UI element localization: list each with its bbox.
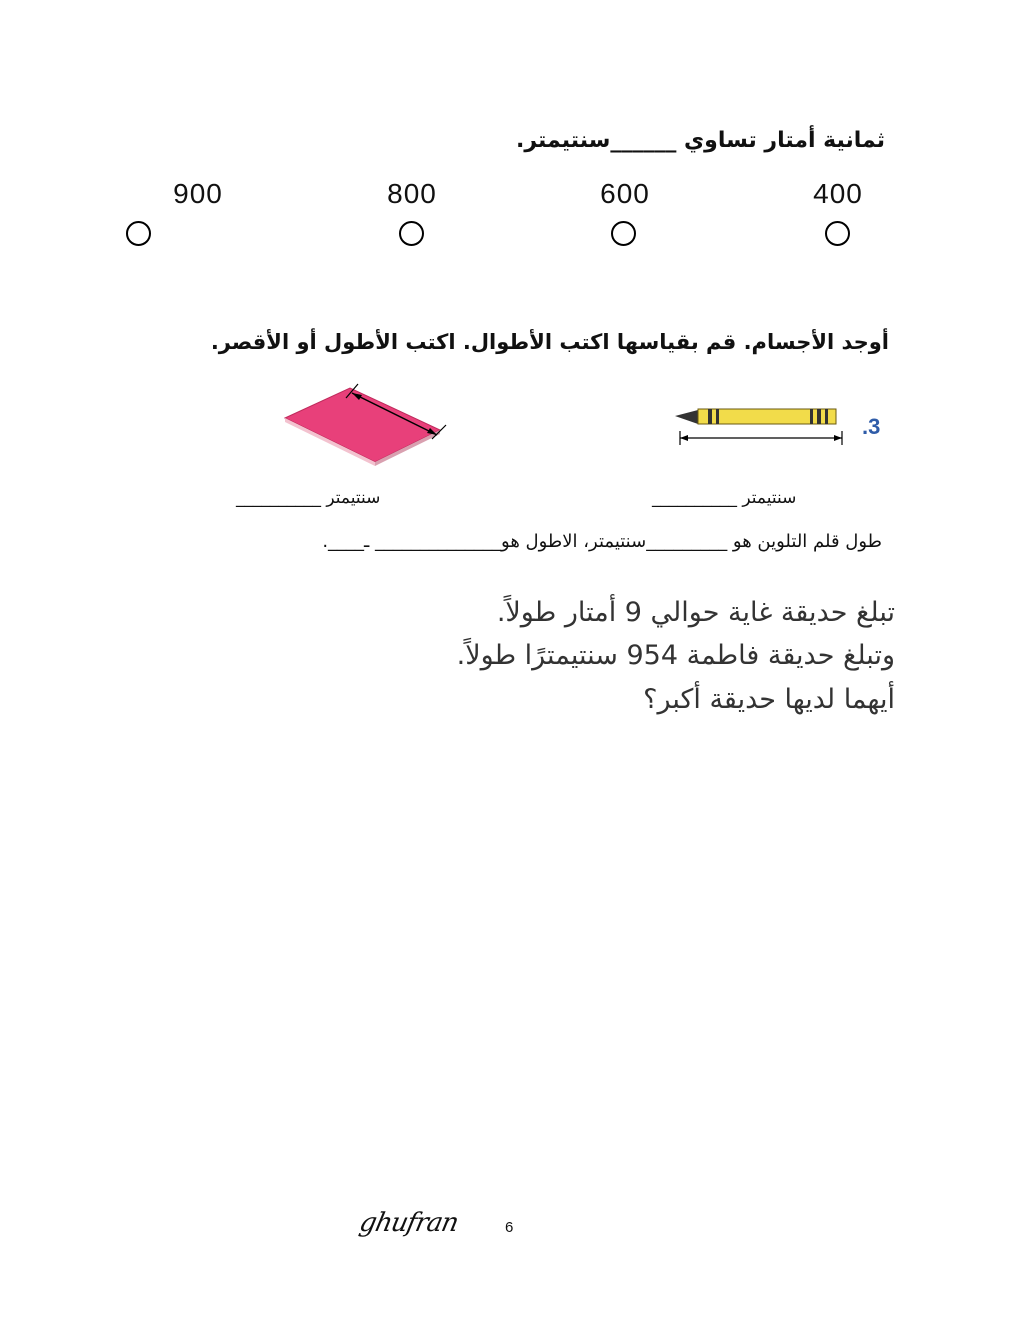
choice-400-label: 400	[813, 178, 863, 209]
crayon-length-answer[interactable]: سنتيمتر __________	[652, 488, 797, 508]
choice-400-radio[interactable]	[825, 221, 850, 246]
notebook-length-answer[interactable]: سنتيمتر __________	[236, 488, 381, 508]
choice-600-radio[interactable]	[611, 221, 636, 246]
question3-line3: أيهما لديها حديقة أكبر؟	[643, 684, 895, 715]
choice-800-radio[interactable]	[399, 221, 424, 246]
crayon-image	[670, 404, 850, 449]
signature: ghufran	[356, 1208, 461, 1238]
question3-line2: وتبلغ حديقة فاطمة 954 سنتيمترًا طولاً.	[456, 640, 895, 671]
notebook-image	[280, 380, 455, 470]
choice-900-radio[interactable]	[126, 221, 151, 246]
question2-instruction: أوجد الأجسام. قم بقياسها اكتب الأطوال. اكتب الأطول أو الأقصر.	[210, 330, 889, 354]
comparison-sentence[interactable]: طول قلم التلوين هو _________سنتيمتر، الاطول هو______________ ـ____.	[322, 531, 882, 552]
question3-line1: تبلغ حديقة غاية حوالي 9 أمتار طولاً.	[496, 597, 895, 628]
choice-600-label: 600	[600, 178, 650, 209]
choice-900-label: 900	[173, 178, 223, 209]
question1-prompt: ثمانية أمتار تساوي ______سنتيمتر.	[516, 128, 885, 153]
item-number: .3	[862, 414, 881, 439]
choice-800-label: 800	[387, 178, 437, 209]
page-number: 6	[505, 1219, 514, 1236]
